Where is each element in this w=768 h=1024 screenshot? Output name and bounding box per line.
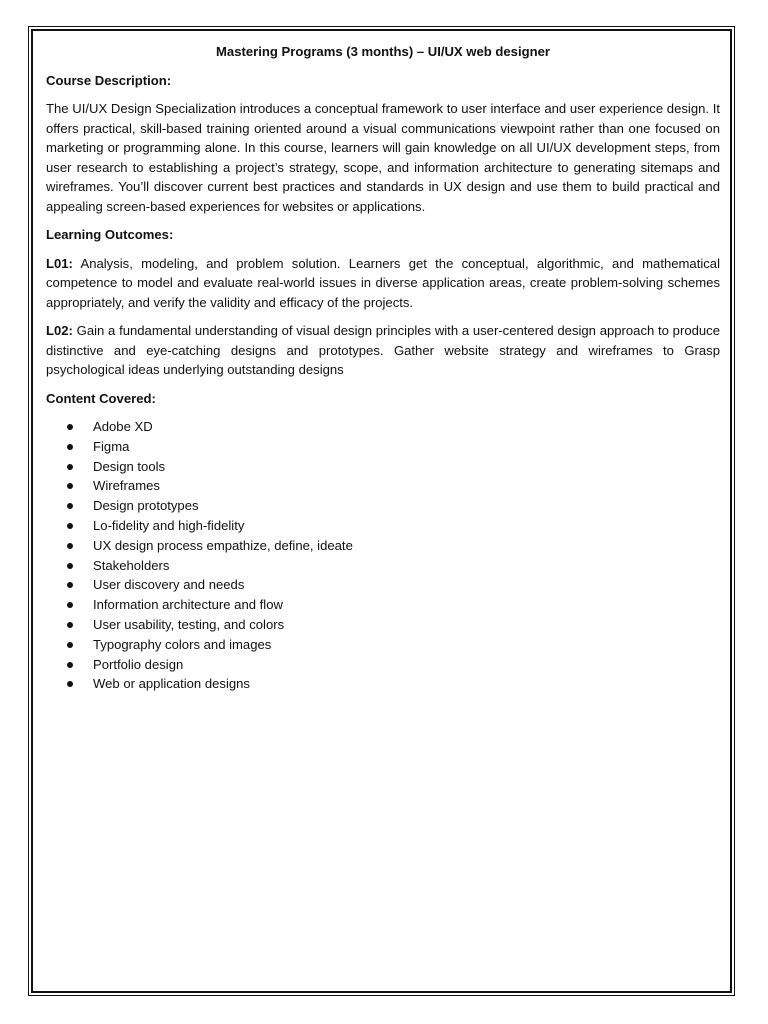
list-item-label: UX design process empathize, define, ideate bbox=[93, 537, 353, 553]
bullet-icon bbox=[67, 523, 73, 529]
list-item bbox=[46, 674, 720, 694]
bullet-icon bbox=[67, 483, 73, 489]
list-item bbox=[46, 496, 720, 516]
learning-outcome-text: Analysis, modeling, and problem solution. Learners get the conceptual, algorithmic, and mathematical competence to model and evaluate real-world issues in diverse application areas, create problem-solving schemes appropriately, and verify the validity and efficacy of the projects. bbox=[46, 255, 720, 310]
content-covered-list bbox=[46, 417, 720, 694]
list-item-label: Typography colors and images bbox=[93, 636, 272, 652]
list-item bbox=[46, 615, 720, 635]
learning-outcome-l02 bbox=[46, 321, 720, 380]
list-item bbox=[46, 575, 720, 595]
learning-outcome-l01 bbox=[46, 254, 720, 313]
list-item-label: Lo-fidelity and high-fidelity bbox=[93, 517, 245, 533]
list-item bbox=[46, 556, 720, 576]
list-item bbox=[46, 516, 720, 536]
list-item-label: Information architecture and flow bbox=[93, 597, 283, 613]
bullet-icon bbox=[67, 543, 73, 549]
list-item-label: Figma bbox=[93, 438, 130, 454]
bullet-icon bbox=[67, 563, 73, 569]
course-description-heading: Course Description: bbox=[46, 72, 172, 88]
list-item-label: Web or application designs bbox=[93, 676, 250, 692]
bullet-icon bbox=[67, 662, 73, 668]
bullet-icon bbox=[67, 622, 73, 628]
list-item bbox=[46, 476, 720, 496]
learning-outcome-text: Gain a fundamental understanding of visual design principles with a user-centered design approach to produce distinctive and eye-catching designs and prototypes. Gather website strategy and wireframes to Grasp psychological ideas underlying outstanding designs bbox=[46, 323, 720, 377]
bullet-icon bbox=[67, 681, 73, 687]
content-covered-heading: Content Covered: bbox=[46, 390, 156, 406]
list-item bbox=[46, 635, 720, 655]
learning-outcomes-heading: Learning Outcomes: bbox=[46, 227, 174, 242]
list-item bbox=[46, 417, 720, 437]
bullet-icon bbox=[67, 602, 73, 608]
list-item-label: Stakeholders bbox=[93, 557, 170, 573]
list-item-label: Design prototypes bbox=[93, 498, 199, 514]
list-item-label: User discovery and needs bbox=[93, 577, 245, 593]
list-item bbox=[46, 536, 720, 556]
list-item bbox=[46, 595, 720, 615]
document-body bbox=[46, 42, 720, 694]
bullet-icon bbox=[67, 464, 73, 470]
list-item-label: Adobe XD bbox=[93, 419, 153, 434]
learning-outcome-label: L02: bbox=[46, 323, 73, 338]
list-item-label: Design tools bbox=[93, 458, 166, 474]
list-item bbox=[46, 437, 720, 457]
course-description-text: The UI/UX Design Specialization introduces a conceptual framework to user interface and user experience design. It offers practical, skill-based training oriented around a visual communications viewpoint rather than one focused on marketing or programming alone. In this course, learners will gain knowledge on all UI/UX development steps, from user research to establishing a project’s strategy, scope, and information architecture to generating sitemaps and wireframes. You’ll discover current best practices and standards in UX design and use them to build practical and appealing screen-based experiences for websites or applications. bbox=[46, 101, 720, 214]
list-item bbox=[46, 457, 720, 477]
bullet-icon bbox=[67, 424, 73, 430]
list-item-label: User usability, testing, and colors bbox=[93, 616, 285, 632]
document-title: Mastering Programs (3 months) – UI/UX web designer bbox=[216, 44, 550, 59]
bullet-icon bbox=[67, 444, 73, 450]
bullet-icon bbox=[67, 503, 73, 509]
bullet-icon bbox=[67, 642, 73, 648]
learning-outcome-label: L01: bbox=[46, 255, 73, 271]
list-item-label: Wireframes bbox=[93, 478, 160, 494]
bullet-icon bbox=[67, 582, 73, 588]
list-item-label: Portfolio design bbox=[93, 656, 184, 672]
list-item bbox=[46, 655, 720, 675]
